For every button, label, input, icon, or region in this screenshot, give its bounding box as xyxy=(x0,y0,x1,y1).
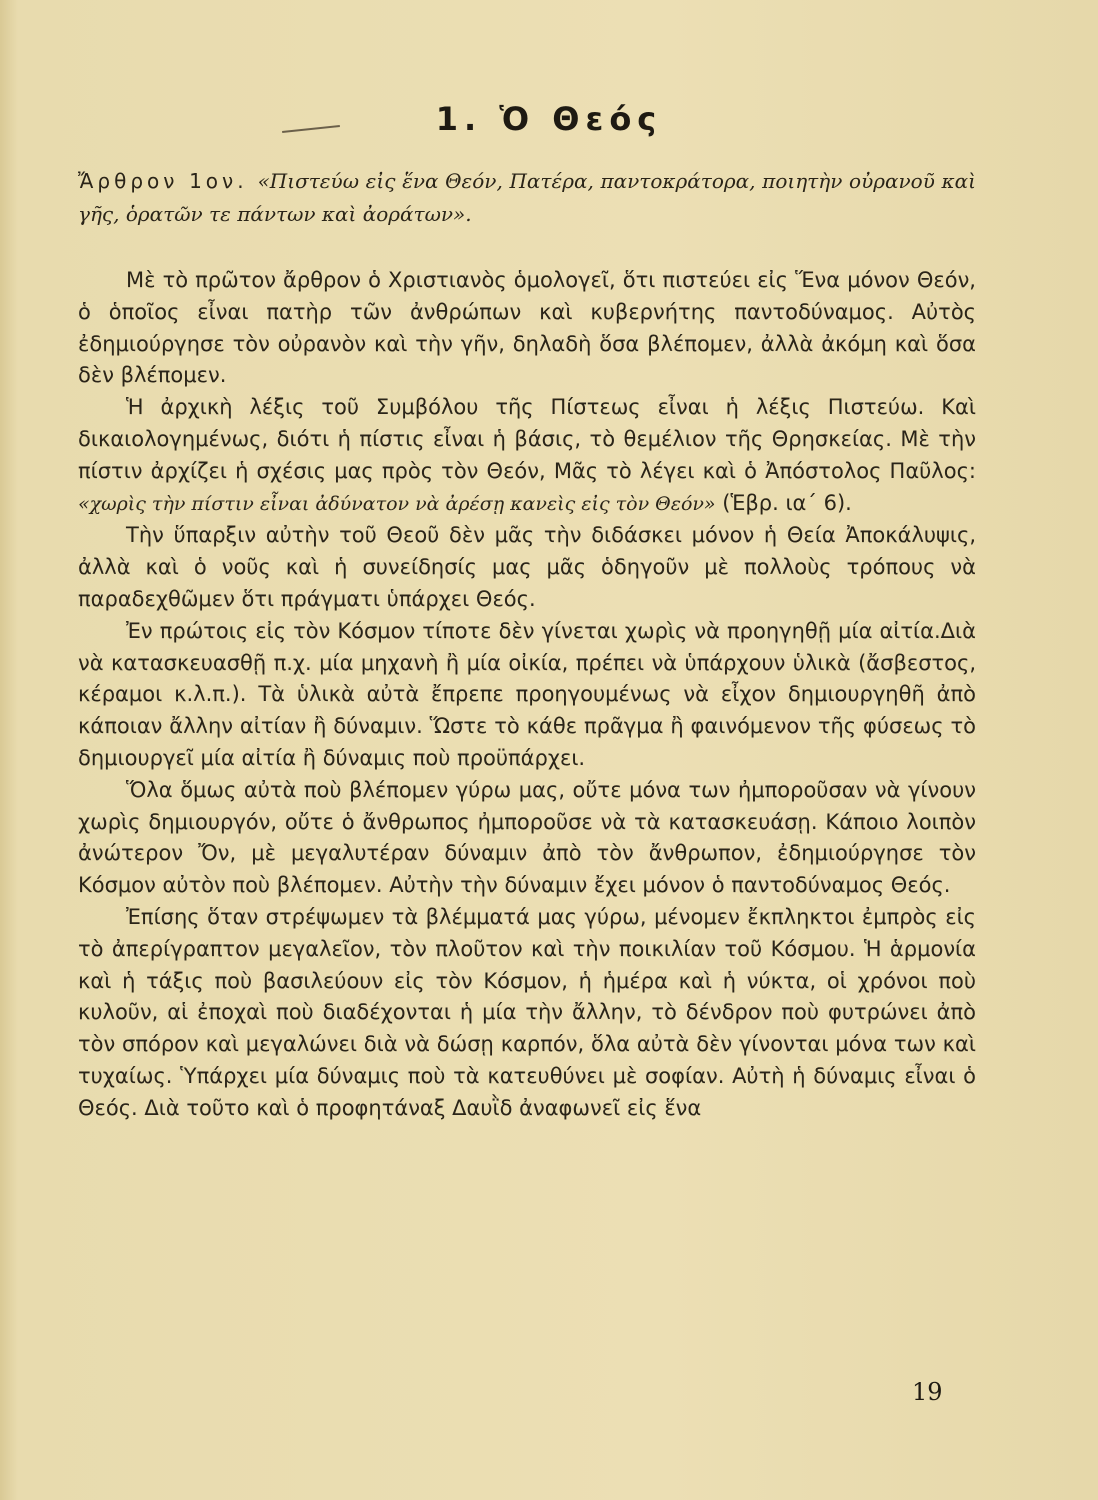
article-heading xyxy=(78,165,976,231)
paragraph-2-reference: (Ἑβρ. ια΄ 6). xyxy=(722,490,852,515)
paragraph-6: Ἐπίσης ὅταν στρέψωμεν τὰ βλέμματά μας γύρω, μένομεν ἔκπληκτοι ἐμπρὸς εἰς τὸ ἀπερίγραπτον μεγαλεῖον, τὸν πλοῦτον καὶ τὴν ποικιλίαν τοῦ Κόσμου. Ἡ ἁρμονία καὶ ἡ τάξις ποὺ βασιλεύουν εἰς τὸν Κόσμον, ἡ ἡμέρα καὶ ἡ νύκτα, οἱ χρόνοι ποὺ κυλοῦν, αἱ ἐποχαὶ ποὺ διαδέχονται ἡ μία τὴν ἄλλην, τὸ δένδρον ποὺ φυτρώνει ἀπὸ τὸν σπόρον καὶ μεγαλώνει διὰ νὰ δώσῃ καρπόν, ὅλα αὐτὰ δὲν γίνονται μόνα των καὶ τυχαίως. Ὑπάρχει μία δύναμις ποὺ τὰ κατευθύνει μὲ σοφίαν. Αὐτὴ ἡ δύναμις εἶναι ὁ Θεός. Διὰ τοῦτο καὶ ὁ προφητάναξ Δαυῒδ ἀναφωνεῖ εἰς ἕνα xyxy=(78,904,976,1120)
article-lead: Ἄρθρον 1ον. xyxy=(78,169,248,193)
body-text xyxy=(78,165,976,1125)
paragraph-4: Ἐν πρώτοις εἰς τὸν Κόσμον τίποτε δὲν γίνεται χωρὶς νὰ προηγηθῇ μία αἰτία.Διὰ νὰ κατασκευασθῇ π.χ. μία μηχανὴ ἢ μία οἰκία, πρέπει νὰ ὑπάρχουν ὑλικὰ (ἄσβεστος, κέραμοι κ.λ.π.). Τὰ ὑλικὰ αὐτὰ ἔπρεπε προηγουμένως νὰ εἶχον δημιουργηθῆ ἀπὸ κάποιαν ἄλλην αἰτίαν ἢ δύναμιν. Ὥστε τὸ κάθε πρᾶγμα ἢ φαινόμενον τῆς φύσεως τὸ δημιουργεῖ μία αἰτία ἢ δύναμις ποὺ προϋπάρχει. xyxy=(78,618,976,770)
paragraph-2-quote: «χωρὶς τὴν πίστιν εἶναι ἀδύνατον νὰ ἀρέσῃ κανεὶς εἰς τὸν Θεόν» xyxy=(78,492,716,515)
paragraph-2-text: Ἡ ἀρχικὴ λέξις τοῦ Συμβόλου τῆς Πίστεως εἶναι ἡ λέξις Πιστεύω. Καὶ δικαιολογημένως, διότι ἡ πίστις εἶναι ἡ βάσις, τὸ θεμέλιον τῆς Θρησκείας. Μὲ τὴν πίστιν ἀρχίζει ἡ σχέσις μας πρὸς τὸν Θεόν, Μᾶς τὸ λέγει καὶ ὁ Ἀπόστολος Παῦλος: xyxy=(78,395,976,483)
paragraph-3: Τὴν ὕπαρξιν αὐτὴν τοῦ Θεοῦ δὲν μᾶς τὴν διδάσκει μόνον ἡ Θεία Ἀποκάλυψις, ἀλλὰ καὶ ὁ νοῦς καὶ ἡ συνείδησίς μας μᾶς ὁδηγοῦν μὲ πολλοὺς τρόπους νὰ παραδεχθῶμεν ὅτι πράγματι ὑπάρχει Θεός. xyxy=(78,523,976,611)
article-quote: «Πιστεύω εἰς ἕνα Θεόν, Πατέρα, παντοκράτορα, ποιητὴν οὐρανοῦ καὶ γῆς, ὁρατῶν τε πάντων καὶ ἀοράτων». xyxy=(78,169,976,226)
paragraph-1: Μὲ τὸ πρῶτον ἄρθρον ὁ Χριστιανὸς ὁμολογεῖ, ὅτι πιστεύει εἰς Ἕνα μόνον Θεόν, ὁ ὁποῖος εἶναι πατὴρ τῶν ἀνθρώπων καὶ κυβερνήτης παντοδύναμος. Αὐτὸς ἐδημιούργησε τὸν οὐρανὸν καὶ τὴν γῆν, δηλαδὴ ὅσα βλέπομεν, ἀλλὰ ἀκόμη καὶ ὅσα δὲν βλέπομεν. xyxy=(78,268,976,388)
paragraph-5: Ὅλα ὅμως αὐτὰ ποὺ βλέπομεν γύρω μας, οὔτε μόνα των ἠμποροῦσαν νὰ γίνουν χωρὶς δημιουργόν, οὔτε ὁ ἄνθρωπος ἠμποροῦσε νὰ τὰ κατασκευάσῃ. Κάποιο λοιπὸν ἀνώτερον Ὄν, μὲ μεγαλυτέραν δύναμιν ἀπὸ τὸν ἄνθρωπον, ἐδημιούργησε τὸν Κόσμον αὐτὸν ποὺ βλέπομεν. Αὐτὴν τὴν δύναμιν ἔχει μόνον ὁ παντοδύναμος Θεός. xyxy=(78,777,976,898)
paragraph-2 xyxy=(78,392,976,520)
chapter-title: 1. Ὁ Θεός xyxy=(435,100,663,138)
page-number: 19 xyxy=(912,1378,943,1406)
